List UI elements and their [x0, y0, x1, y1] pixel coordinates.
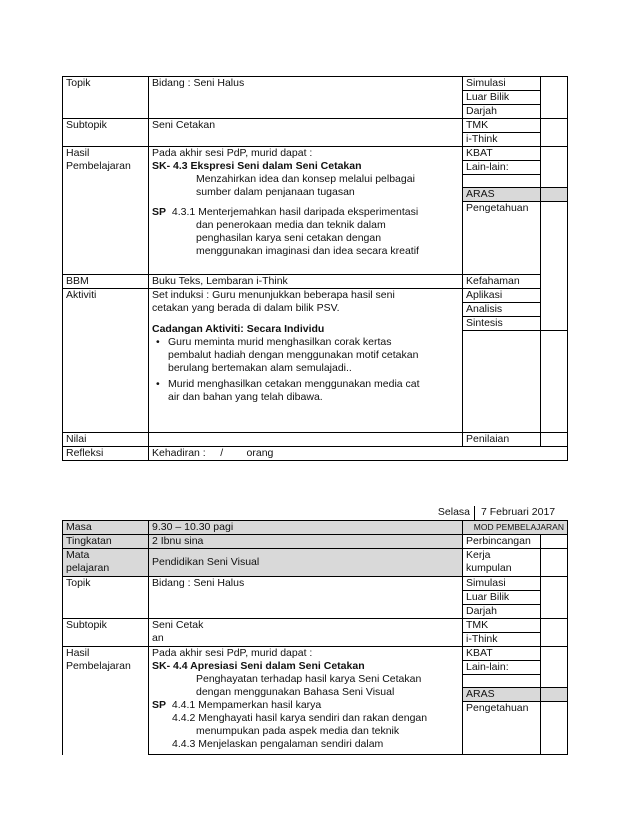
sk-heading: SK- 4.4 Apresiasi Seni dalam Seni Cetakan	[152, 660, 365, 672]
bbm-label: BBM	[63, 275, 149, 289]
subtopik-value: Seni Cetak an	[149, 619, 463, 647]
date-label: 7 Februari 2017	[474, 506, 555, 522]
sp-label: SP	[152, 206, 167, 218]
aras-header: ARAS	[463, 188, 541, 202]
sp-label: SP	[152, 699, 167, 711]
refleksi-label: Refleksi	[63, 447, 149, 461]
darjah-cell: Darjah	[463, 105, 541, 119]
day-label: Selasa	[437, 506, 470, 518]
kerja-kumpulan-cell: Kerja kumpulan	[463, 549, 541, 577]
masa-value: 9.30 – 10.30 pagi	[149, 521, 463, 535]
mata-pelajaran-label: Mata pelajaran	[63, 549, 149, 577]
topik-label: Topik	[63, 77, 149, 119]
kbat-cell: KBAT	[463, 147, 541, 161]
nilai-label: Nilai	[63, 433, 149, 447]
mata-pelajaran-value: Pendidikan Seni Visual	[149, 549, 463, 577]
subtopik-label: Subtopik	[63, 119, 149, 147]
hasil-content: Pada akhir sesi PdP, murid dapat : SK- 4.3 Ekspresi Seni dalam Seni Cetakan Menzahirkan idea dan konsep melalui pelbagai sumber dalam penjanaan tugasan SP 4.3.1 Menterjemahkan hasil daripada eksperimentasi dan penerokaan media dan teknik dalam penghasilan karya seni cetakan dengan menggunakan imaginasi dan idea secara kreatif	[149, 147, 463, 275]
bullet-icon: •	[156, 378, 160, 390]
date-header	[62, 504, 567, 520]
activity-bullet: • Murid menghasilkan cetakan menggunakan media cat air dan bahan yang telah dibawa.	[152, 378, 459, 404]
bullet-icon: •	[156, 336, 160, 348]
lesson-plan-table-1	[62, 76, 568, 461]
subtopik-value: Seni Cetakan	[149, 119, 463, 147]
kbat-cell: KBAT	[463, 647, 541, 661]
kefahaman-cell: Kefahaman	[463, 275, 541, 289]
penilaian-cell: Penilaian	[463, 433, 541, 447]
aras-header: ARAS	[463, 688, 541, 702]
aktiviti-label: Aktiviti	[63, 289, 149, 433]
perbincangan-cell: Perbincangan	[463, 535, 541, 549]
refleksi-value: Kehadiran : / orang	[149, 447, 568, 461]
masa-label: Masa	[63, 521, 149, 535]
topik-value: Bidang : Seni Halus	[149, 77, 463, 119]
luar-bilik-cell: Luar Bilik	[463, 91, 541, 105]
simulasi-cell: Simulasi	[463, 77, 541, 91]
simulasi-cell: Simulasi	[463, 577, 541, 591]
tingkatan-label: Tingkatan	[63, 535, 149, 549]
lain-lain-cell: Lain-lain:	[463, 161, 541, 175]
lesson-plan-table-2	[62, 520, 568, 755]
luar-bilik-cell: Luar Bilik	[463, 591, 541, 605]
hasil-label: Hasil Pembelajaran	[63, 147, 149, 275]
sk-heading: SK- 4.3 Ekspresi Seni dalam Seni Cetakan	[152, 160, 362, 172]
activity-bullet: • Guru meminta murid menghasilkan corak kertas pembalut hadiah dengan menggunakan motif cetakan berulang bertemakan alam semulajadi..	[152, 336, 459, 375]
tmk-cell: TMK	[463, 619, 541, 633]
subtopik-label: Subtopik	[63, 619, 149, 647]
ithink-cell: i-Think	[463, 133, 541, 147]
analisis-cell: Analisis	[463, 303, 541, 317]
mod-pembelajaran-header: MOD PEMBELAJARAN	[463, 521, 568, 535]
ithink-cell: i-Think	[463, 633, 541, 647]
pengetahuan-cell: Pengetahuan	[463, 702, 541, 755]
hasil-content: Pada akhir sesi PdP, murid dapat : SK- 4.4 Apresiasi Seni dalam Seni Cetakan Penghayatan terhadap hasil karya Seni Cetakan dengan menggunakan Bahasa Seni Visual SP 4.4.1 Mempamerkan hasil karya 4.4.2 Menghayati hasil karya sendiri dan rakan dengan menumpukan pada aspek media dan teknik 4.4.3 Menjelaskan pengalaman sendiri dalam	[149, 647, 463, 755]
topik-label: Topik	[63, 577, 149, 619]
cadangan-heading: Cadangan Aktiviti: Secara Individu	[152, 323, 325, 335]
lain-lain-cell: Lain-lain:	[463, 661, 541, 675]
aplikasi-cell: Aplikasi	[463, 289, 541, 303]
tingkatan-value: 2 Ibnu sina	[149, 535, 463, 549]
hasil-label: Hasil Pembelajaran	[63, 647, 149, 755]
topik-value: Bidang : Seni Halus	[149, 577, 463, 619]
tmk-cell: TMK	[463, 119, 541, 133]
bbm-value: Buku Teks, Lembaran i-Think	[149, 275, 463, 289]
aktiviti-content: Set induksi : Guru menunjukkan beberapa hasil seni cetakan yang berada di dalam bilik PSV. Cadangan Aktiviti: Secara Individu • Guru meminta murid menghasilkan corak kertas pembalut hadiah dengan menggunakan motif cetakan berulang bertemakan alam semulajadi.. • Murid menghasilkan cetakan menggunakan media cat air dan bahan yang telah dibawa.	[149, 289, 463, 433]
pengetahuan-cell: Pengetahuan	[463, 202, 541, 275]
darjah-cell: Darjah	[463, 605, 541, 619]
sintesis-cell: Sintesis	[463, 317, 541, 331]
